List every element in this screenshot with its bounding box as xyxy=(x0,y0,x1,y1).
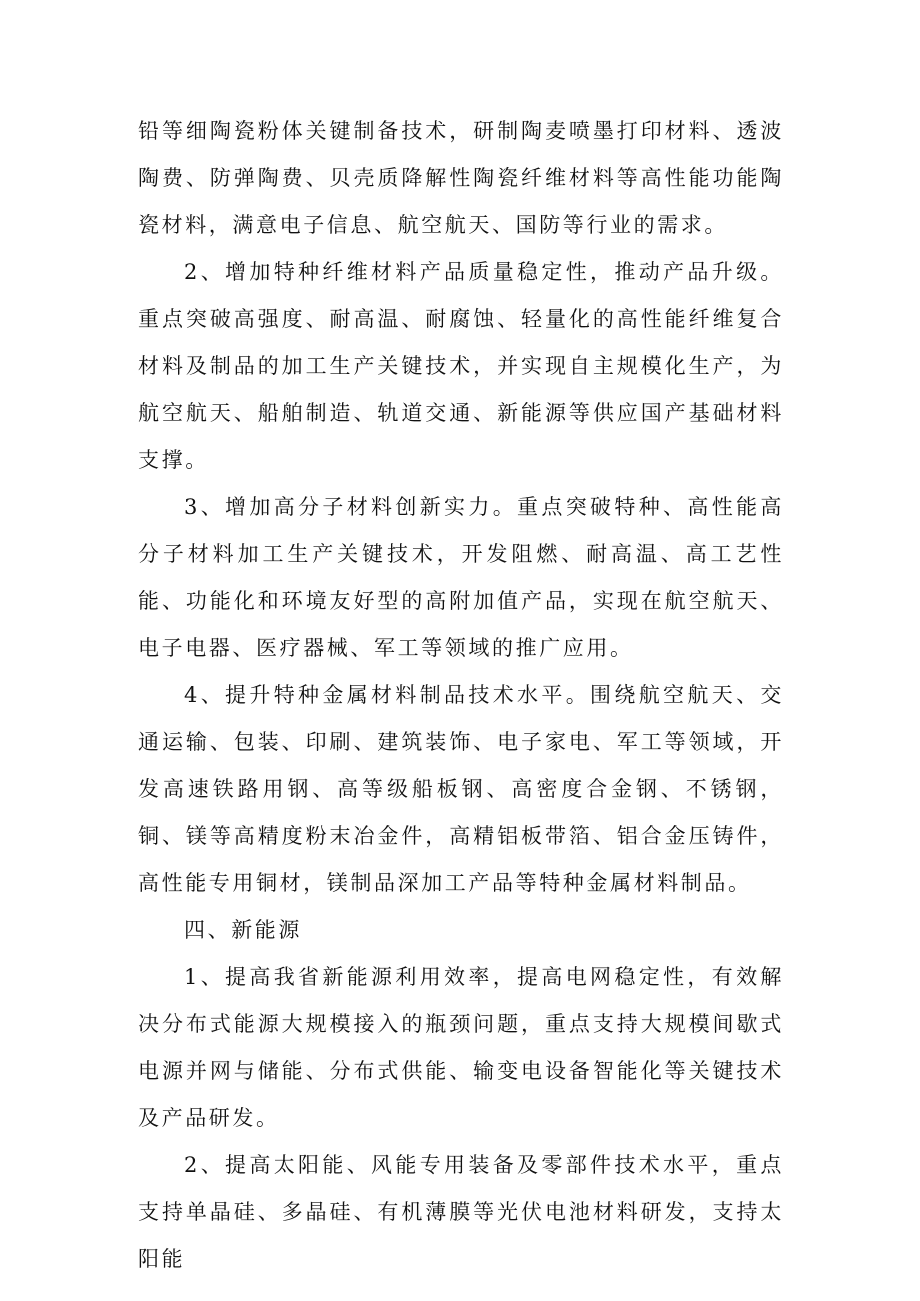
paragraph-item-2: 2、增加特种纤维材料产品质量稳定性，推动产品升级。重点突破高强度、耐高温、耐腐蚀、轻量化的高性能纤维复合材料及制品的加工生产关键技术，并实现自主规模化生产，为航空航天、船舶制造、轨道交通、新能源等供应国产基础材料支撑。 xyxy=(138,260,784,472)
paragraph-item-3: 3、增加高分子材料创新实力。重点突破特种、高性能高分子材料加工生产关键技术，开发阻燃、耐高温、高工艺性能、功能化和环境友好型的高附加值产品，实现在航空航天、电子电器、医疗器械、军工等领域的推广应用。 xyxy=(138,495,784,660)
document-page xyxy=(138,108,784,1283)
paragraph-continued: 铅等细陶瓷粉体关键制备技术，研制陶麦喷墨打印材料、透波陶费、防弹陶费、贝壳质降解性陶瓷纤维材料等高性能功能陶瓷材料，满意电子信息、航空航天、国防等行业的需求。 xyxy=(138,119,784,237)
paragraph-energy-2: 2、提高太阳能、风能专用装备及零部件技术水平，重点支持单晶硅、多晶硅、有机薄膜等光伏电池材料研发，支持太阳能 xyxy=(138,1153,784,1271)
section-heading: 四、新能源 xyxy=(184,918,302,942)
paragraph-energy-1: 1、提高我省新能源利用效率，提高电网稳定性，有效解决分布式能源大规模接入的瓶颈问题，重点支持大规模间歇式电源并网与储能、分布式供能、输变电设备智能化等关键技术及产品研发。 xyxy=(138,965,784,1130)
paragraph-item-4: 4、提升特种金属材料制品技术水平。围绕航空航天、交通运输、包装、印刷、建筑装饰、电子家电、军工等领域，开发高速铁路用钢、高等级船板钢、高密度合金钢、不锈钢，铜、镁等高精度粉末冶金件，高精铝板带箔、铝合金压铸件，高性能专用铜材，镁制品深加工产品等特种金属材料制品。 xyxy=(138,683,784,895)
